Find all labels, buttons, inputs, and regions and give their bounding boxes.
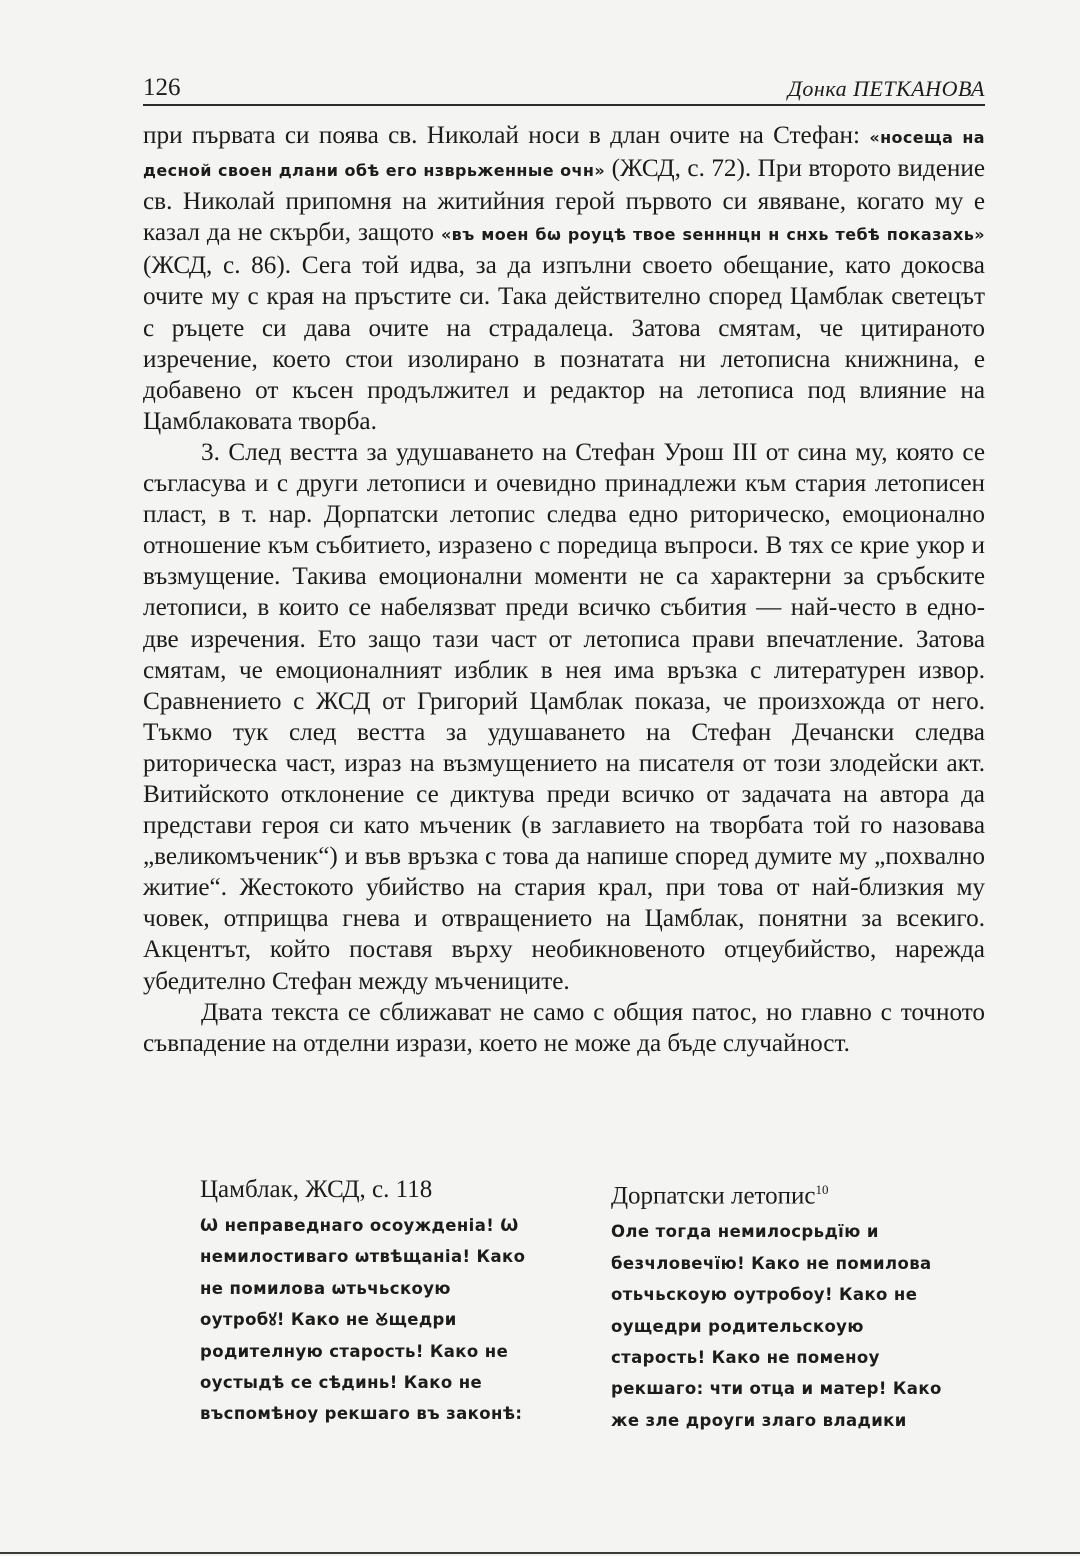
- left-column-tsamblak: [200, 1172, 580, 1430]
- right-column-heading-text: Дорпатски летопис: [611, 1182, 816, 1210]
- right-line: рекшаго: чти отца и матер! Како: [611, 1379, 942, 1399]
- old-slavonic-quote-2: «въ моен бѡ роуцѣ твое ѕенннцн н снхь тебѣ показахь»: [440, 225, 985, 245]
- scan-bottom-edge: [0, 1552, 1080, 1554]
- page-header: [143, 70, 985, 106]
- left-line: не помилова ѡтьчьскоую: [200, 1278, 451, 1298]
- left-line: въспомѣноу рекшаго въ законѣ:: [200, 1404, 523, 1424]
- right-line: оущедри родительскоую: [611, 1316, 864, 1336]
- right-line: Оле тогда немилосрьдїю и: [611, 1222, 879, 1242]
- left-line: Ѡ неправеднаго осоужденіа! Ѡ: [200, 1216, 519, 1235]
- left-line: родителную старость! Како не: [200, 1341, 509, 1361]
- paragraph-1: [143, 120, 985, 437]
- right-column-dorpat-chronicle: [611, 1172, 991, 1436]
- footnote-marker: 10: [815, 1182, 829, 1197]
- paragraph-1-text-a: при първата си поява св. Николай носи в длан очите на Стефан:: [143, 122, 870, 149]
- body-text: [143, 120, 985, 1059]
- paragraph-1-text-b: (ЖСД, с. 72). При второто видение св. Николай припомня на житийния герой първото си явяване, когато му е казал да не скърби, защото: [143, 155, 986, 247]
- paragraph-2: 3. След вестта за удушаването на Стефан Урош III от сина му, която се съгласува и с други летописи и очевидно принадлежи към стария летописен пласт, в т. нар. Дорпатски летопис следва едно риторическо, емоционално отношение към събитието, изразено с поредица въпроси. В тях се крие укор и възмущение. Такива емоционални моменти не са характерни за сръбските летописи, в които се набелязват преди всичко събития — най-често в едно-две изречения. Ето защо тази част от летописа прави впечатление. Затова смятам, че емоционалният изблик в нея има връзка с литературен извор. Сравнението с ЖСД от Григорий Цамблак показа, че произхожда от него. Тъкмо тук след вестта за удушаването на Стефан Дечански следва риторическа част, израз на възмущението на писателя от този злодейски акт. Витийското отклонение се диктува преди всичко от задачата на автора да представи героя си като мъченик (в заглавието на творбата той го назовава „великомъченик“) и във връзка с това да напише според думите му „похвално житие“. Жестокото убийство на стария крал, при това от най-близкия му човек, отприщва гнева и отвращението на Цамблак, понятни за всекиго. Акцентът, който поставя върху необикновеното отцеубийство, нарежда убедително Стефан между мъчениците.: [143, 438, 985, 995]
- paragraph-1-text-c: (ЖСД, с. 86). Сега той идва, за да изпълни своето обещание, като докосва очите му с края на пръстите си. Така действително според Цамблак светецът с ръцете си дава очите на страдалеца. Затова смятам, че цитираното изречение, което стои изолирано в познатата ни летописна книжнина, е добавено от късен продължител и редактор на летописа под влияние на Цамблаковата творба.: [143, 252, 985, 435]
- right-line: же зле дроуги злаго владики: [611, 1410, 907, 1430]
- left-line: оустыдѣ се сѣдинь! Како не: [200, 1373, 483, 1393]
- right-column-heading: [611, 1172, 991, 1214]
- old-slavonic-quote-1: «носеща на десной своен длани обѣ его нзврьженные очн»: [143, 128, 985, 181]
- left-line: немилостиваго ѡтвѣщаніа! Како: [200, 1247, 526, 1267]
- paragraph-3: Двата текста се сближават не само с общия патос, но главно с точното съвпадение на отделни изрази, което не може да бъде случайност.: [143, 998, 985, 1057]
- left-column-heading: Цамблак, ЖСД, с. 118: [200, 1176, 433, 1203]
- left-line: оутробꙋ! Како не Ꙋщедри: [200, 1310, 457, 1330]
- page-number: 126: [143, 74, 181, 101]
- right-line: отьчьскоую оутробоу! Како не: [611, 1285, 918, 1305]
- right-line: безчловечїю! Како не помилова: [611, 1253, 932, 1273]
- running-head-author: Донка ПЕТКАНОВА: [787, 76, 985, 101]
- right-line: старость! Како не поменоу: [611, 1347, 880, 1367]
